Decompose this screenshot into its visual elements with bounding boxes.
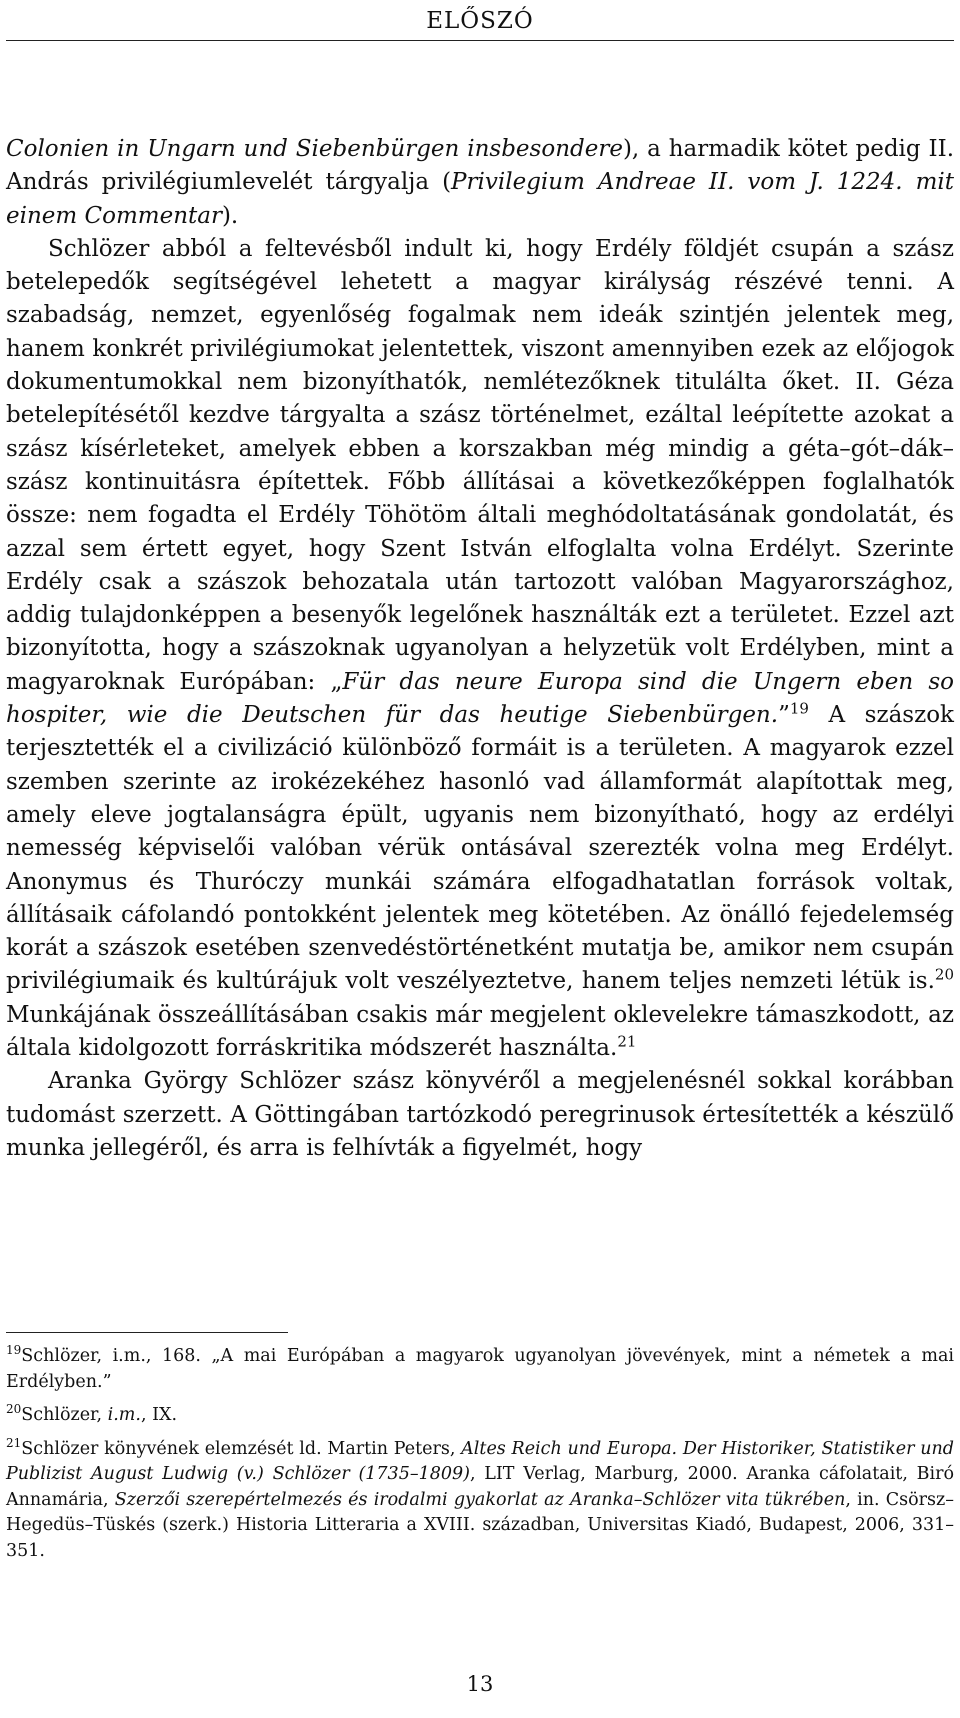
- text-span: ).: [221, 202, 239, 229]
- footnote-21: [6, 1437, 954, 1565]
- footnote-ref-19[interactable]: 19: [789, 699, 809, 718]
- footnote-text: Schlözer,: [21, 1405, 108, 1425]
- footnote-number: 21: [6, 1435, 22, 1450]
- running-head: ELŐSZÓ: [426, 8, 534, 34]
- footnote-ref-21[interactable]: 21: [617, 1032, 637, 1051]
- footnote-number: 19: [6, 1343, 22, 1358]
- german-title: Colonien in Ungarn und Siebenbürgen insbesondere: [6, 136, 623, 162]
- paragraph-3: Aranka György Schlözer szász könyvéről a megjelenésnél sokkal korábban tudomást szerzett. A Göttingában tartózkodó peregrinusok értesítették a készülő munka jellegéről, és arra is felhívták a figyelmét, hogy: [6, 1068, 954, 1161]
- paragraph-2: [6, 233, 954, 1065]
- text-span: ), a harmadik kötet pedig II. András privilégiumlevelét tárgyalja (: [6, 136, 955, 196]
- footnote-text: Schlözer, i.m., 168. „A mai Európában a magyarok ugyanolyan jövevények, mint a németek a mai Erdélyben.”: [6, 1346, 954, 1392]
- header-rule: [6, 40, 954, 41]
- page-number: 13: [466, 1672, 494, 1696]
- footnote-italic: Altes Reich und Europa. Der Historiker, Statistiker und Publizist August Ludwig (v.) Schlözer (1735–1809): [6, 1438, 954, 1484]
- footnotes: [6, 1344, 954, 1572]
- footnote-text: , IX.: [140, 1405, 178, 1425]
- text-span: A szászok terjesztették el a civilizáció különböző formáit is a területen. A magyarok ezzel szemben szerinte az irokézekéhez hasonló vad államformát alapítottak meg, amely eleve jogtalanságra épült, ugyanis nem bizonyítható, hogy az erdélyi nemesség képviselői valóban vérük ontásával szerezték volna meg Erdélyt. Anonymus és Thuróczy munkái számára elfogadhatatlan források voltak, állításaik cáfolandó pontokként jelentek meg kötetében. Az önálló fejedelemség korát a szászok esetében szenvedéstörténetként mutatja be, amikor nem csupán privilégiumaik és kultúrájuk volt veszélyeztetve, hanem teljes nemzeti létük is.: [6, 702, 954, 995]
- footnote-text: , LIT Verlag, Marburg, 2000. Aranka cáfolatait, Biró Annamária,: [6, 1464, 955, 1510]
- text-span: Munkájának összeállításában csakis már megjelent oklevelekre támaszkodott, az általa kidolgozott forráskritika módszerét használta.: [6, 1001, 954, 1062]
- footnote-italic: i.m.: [107, 1405, 141, 1425]
- latin-title: Privilegium Andreae II. vom J. 1224. mit einem Commentar: [6, 169, 955, 229]
- text-span: Schlözer abból a feltevésből indult ki, hogy Erdély földjét csupán a szász betelepedők segítségével lehetett a magyar királyság részévé tenni. A szabadság, nemzet, egyenlőség fogalmak nem ideák szintjén jelentek meg, hanem konkrét privilégiumokat jelentettek, viszont amennyiben ezek az előjogok dokumentumokkal nem bizonyíthatók, nemlétezőknek titulálta őket. II. Géza betelepítésétől kezdve tárgyalta a szász történelmet, ezáltal leépítette azokat a szász kísérleteket, amelyek ebben a korszakban még mindig a géta–gót–dák–szász kontinuitásra építettek. Főbb állításai a következőképpen foglalhatók össze: nem fogadta el Erdély Töhötöm általi meghódoltatásának gondolatát, és azzal sem értett egyet, hogy Szent István elfoglalta volna Erdélyt. Szerinte Erdély csak a szászok behozatala után tartozott valóban Magyarországhoz, addig tulajdonképpen a besenyők legelőnek használták ezt a területet. Ezzel azt bizonyította, hogy a szászoknak ugyanolyan a helyzetük volt Erdélyben, mint a magyaroknak Európában: „: [6, 235, 954, 695]
- footnote-19: [6, 1344, 954, 1395]
- footnote-number: 20: [6, 1402, 22, 1417]
- footnote-text: , in. Csörsz–Hegedüs–Tüskés (szerk.) Historia Litteraria a XVIII. században, Universitas Kiadó, Budapest, 2006, 331–351.: [6, 1489, 954, 1561]
- closing-quote: ”: [778, 702, 790, 729]
- german-quote: Für das neure Europa sind die Ungern eben so hospiter, wie die Deutschen für das heutige Siebenbürgen.: [6, 668, 954, 729]
- footnote-ref-20[interactable]: 20: [934, 965, 954, 984]
- main-text: [6, 133, 954, 1165]
- footnote-text: Schlözer könyvének elemzését ld. Martin Peters,: [21, 1438, 462, 1459]
- footnote-20: [6, 1403, 954, 1429]
- paragraph-1: [6, 133, 954, 233]
- footnote-rule: [6, 1332, 288, 1333]
- footnote-italic: Szerzői szerepértelmezés és irodalmi gyakorlat az Aranka–Schlözer vita tükrében: [114, 1489, 846, 1510]
